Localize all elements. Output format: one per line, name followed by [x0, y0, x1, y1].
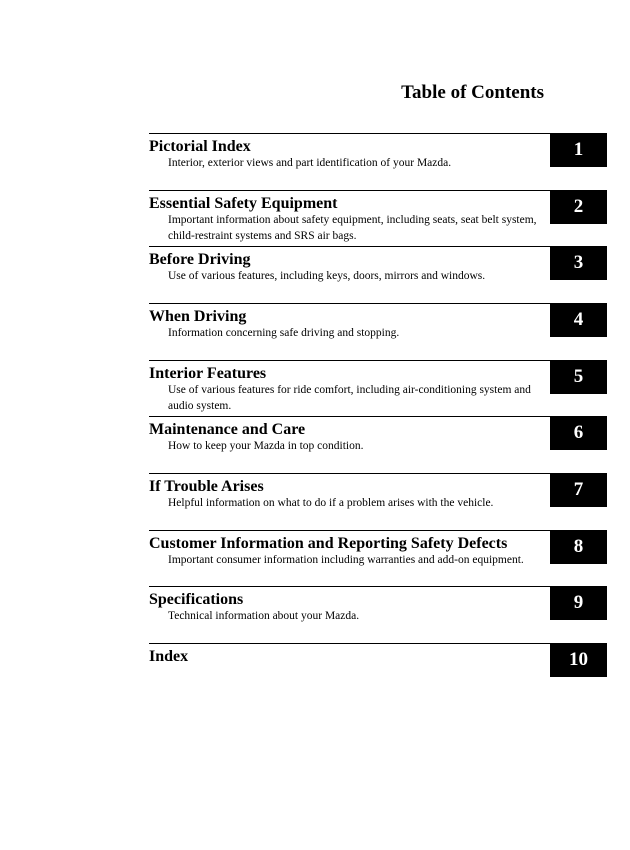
toc-entry-essential-safety-equipment[interactable]	[149, 190, 607, 246]
section-divider	[149, 416, 607, 417]
section-divider	[149, 530, 607, 531]
toc-entry-interior-features[interactable]	[149, 360, 607, 416]
section-number-tab[interactable]: 2	[550, 190, 607, 224]
toc-entry-before-driving[interactable]	[149, 246, 607, 302]
section-divider	[149, 586, 607, 587]
section-number-tab[interactable]: 4	[550, 303, 607, 337]
section-description: Use of various features for ride comfort, including air-conditioning system and audio system.	[168, 384, 531, 412]
section-description: Interior, exterior views and part identification of your Mazda.	[168, 157, 452, 169]
section-title[interactable]: Maintenance and Care	[149, 421, 306, 438]
section-number-tab[interactable]: 8	[550, 530, 607, 564]
section-divider	[149, 246, 607, 247]
section-title[interactable]: Before Driving	[149, 251, 251, 268]
page-title: Table of Contents	[401, 82, 544, 103]
section-number-tab[interactable]: 10	[550, 643, 607, 677]
section-divider	[149, 643, 607, 644]
section-number-tab[interactable]: 6	[550, 416, 607, 450]
section-title[interactable]: Essential Safety Equipment	[149, 195, 338, 212]
toc-entry-specifications[interactable]	[149, 586, 607, 642]
section-title[interactable]: When Driving	[149, 308, 247, 325]
section-description: Important consumer information including warranties and add-on equipment.	[168, 554, 524, 566]
section-title[interactable]: Interior Features	[149, 365, 267, 382]
toc-entry-customer-information[interactable]	[149, 530, 607, 586]
section-description: Use of various features, including keys, doors, mirrors and windows.	[168, 270, 486, 282]
section-divider	[149, 133, 607, 134]
section-divider	[149, 303, 607, 304]
section-number-tab[interactable]: 5	[550, 360, 607, 394]
toc-entry-if-trouble-arises[interactable]	[149, 473, 607, 529]
section-number-tab[interactable]: 3	[550, 246, 607, 280]
section-divider	[149, 360, 607, 361]
toc-entry-index[interactable]	[149, 643, 607, 699]
section-divider	[149, 473, 607, 474]
section-description: Information concerning safe driving and stopping.	[168, 327, 400, 339]
toc-entry-when-driving[interactable]	[149, 303, 607, 359]
section-number-tab[interactable]: 9	[550, 586, 607, 620]
section-number-tab[interactable]: 1	[550, 133, 607, 167]
section-title[interactable]: Customer Information and Reporting Safety Defects	[149, 535, 508, 552]
section-description: Technical information about your Mazda.	[168, 610, 360, 622]
section-title[interactable]: Index	[149, 648, 189, 665]
section-title[interactable]: Pictorial Index	[149, 138, 251, 155]
section-description: How to keep your Mazda in top condition.	[168, 440, 364, 452]
section-description: Important information about safety equipment, including seats, seat belt system, child-restraint systems and SRS air bags.	[168, 214, 537, 242]
section-number-tab[interactable]: 7	[550, 473, 607, 507]
section-description: Helpful information on what to do if a problem arises with the vehicle.	[168, 497, 494, 509]
section-title[interactable]: If Trouble Arises	[149, 478, 264, 495]
toc-entry-maintenance-and-care[interactable]	[149, 416, 607, 472]
section-divider	[149, 190, 607, 191]
toc-entry-pictorial-index[interactable]	[149, 133, 607, 189]
section-title[interactable]: Specifications	[149, 591, 244, 608]
